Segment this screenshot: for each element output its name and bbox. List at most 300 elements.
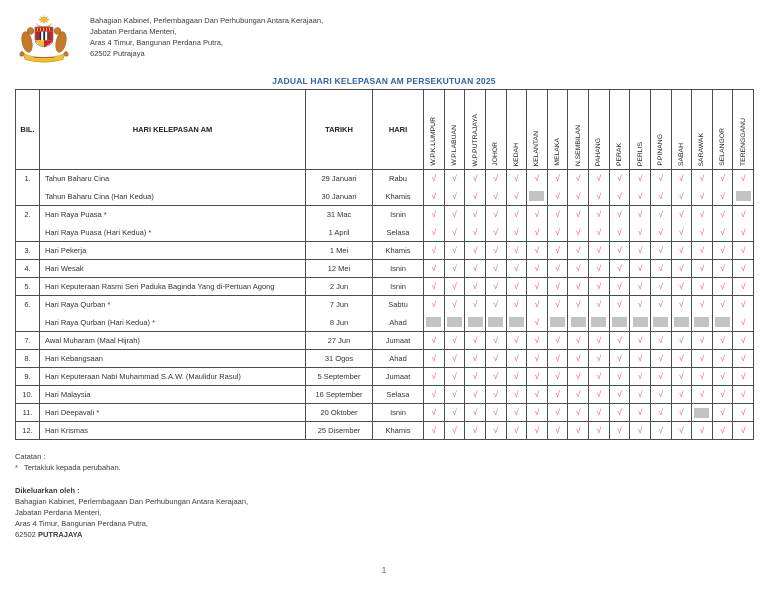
state-column-header [650,90,671,170]
gray-box [468,317,483,327]
state-check-cell [650,278,671,296]
row-number: 7. [16,332,40,350]
state-check-cell [506,242,527,260]
state-check-cell [485,242,506,260]
state-check-cell [424,368,445,386]
state-check-cell [465,332,486,350]
state-check-cell [444,278,465,296]
check-icon: √ [596,173,602,184]
state-check-cell [424,278,445,296]
holiday-date: 8 Jun [306,314,373,332]
state-check-cell [692,386,713,404]
check-icon: √ [658,281,664,291]
state-check-cell [424,242,445,260]
check-icon: √ [720,281,725,291]
holiday-name: Hari Raya Puasa (Hari Kedua) * [40,224,306,242]
holiday-day: Isnin [373,260,424,278]
state-check-cell [671,170,692,188]
state-check-cell [630,350,651,368]
state-check-cell [630,206,651,224]
check-icon: √ [555,190,560,201]
state-check-cell [547,368,568,386]
check-icon: √ [720,263,725,273]
state-check-cell [589,350,610,368]
state-check-cell [547,260,568,278]
row-number: 3. [16,242,40,260]
check-icon: √ [596,281,602,291]
holiday-name: Hari Keputeraan Nabi Muhammad S.A.W. (Maulidur Rasul) [40,368,306,386]
check-icon: √ [575,190,581,201]
check-icon: √ [575,226,581,237]
check-icon: √ [637,407,643,417]
check-icon: √ [472,371,478,381]
state-check-cell [465,386,486,404]
check-icon: √ [452,407,457,417]
holidays-table [15,89,754,440]
state-name-vertical: P.PINANG [657,134,665,166]
check-icon: √ [513,263,519,273]
check-icon: √ [431,389,437,399]
check-icon: √ [431,335,437,345]
holiday-date: 16 September [306,386,373,404]
check-icon: √ [637,299,643,310]
check-icon: √ [534,316,540,327]
gray-box [488,317,503,327]
check-icon: √ [431,245,437,255]
state-check-cell [527,368,548,386]
state-check-cell [568,242,589,260]
state-check-cell [671,188,692,206]
holiday-row [16,314,754,332]
holiday-day: Ahad [373,350,424,368]
state-gray-cell [444,314,465,332]
state-check-cell [609,332,630,350]
state-check-cell [568,350,589,368]
check-icon: √ [596,335,602,345]
holiday-row [16,404,754,422]
state-check-cell [609,404,630,422]
state-check-cell [733,332,754,350]
state-check-cell [733,404,754,422]
state-check-cell [671,296,692,314]
check-icon: √ [596,371,602,381]
check-icon: √ [740,263,746,273]
holiday-day: Khamis [373,188,424,206]
check-icon: √ [596,190,602,201]
check-icon: √ [699,209,705,220]
holiday-name: Tahun Baharu Cina [40,170,306,188]
row-number [16,314,40,332]
holiday-name: Hari Keputeraan Rasmi Seri Paduka Baginda Yang di-Pertuan Agong [40,278,306,296]
state-check-cell [485,260,506,278]
holiday-date: 1 April [306,224,373,242]
state-check-cell [712,332,733,350]
state-check-cell [465,350,486,368]
issued-by-address [15,496,248,529]
check-icon: √ [596,226,602,237]
state-check-cell [506,296,527,314]
state-check-cell [568,386,589,404]
state-check-cell [465,224,486,242]
check-icon: √ [431,226,437,237]
check-icon: √ [472,299,478,310]
check-icon: √ [658,190,664,201]
state-check-cell [712,170,733,188]
state-check-cell [609,224,630,242]
state-column-header [733,90,754,170]
check-icon: √ [431,281,437,291]
state-check-cell [527,260,548,278]
check-icon: √ [637,190,643,201]
check-icon: √ [740,245,746,255]
check-icon: √ [658,425,664,435]
state-check-cell [527,404,548,422]
check-icon: √ [472,425,478,435]
column-header-bil: BIL. [16,90,40,170]
check-icon: √ [452,371,457,381]
state-gray-cell [671,314,692,332]
state-check-cell [485,368,506,386]
state-check-cell [527,314,548,332]
holiday-date: 20 Oktober [306,404,373,422]
state-check-cell [506,260,527,278]
issued-postcode: 62502 [15,530,36,539]
check-icon: √ [720,353,725,363]
check-icon: √ [534,173,540,184]
holiday-date: 31 Mac [306,206,373,224]
check-icon: √ [720,190,725,201]
check-icon: √ [617,389,622,399]
state-check-cell [630,224,651,242]
check-icon: √ [617,299,622,310]
check-icon: √ [493,281,499,291]
state-check-cell [733,260,754,278]
state-check-cell [589,170,610,188]
state-check-cell [733,296,754,314]
state-check-cell [465,188,486,206]
state-check-cell [609,188,630,206]
check-icon: √ [720,407,725,417]
check-icon: √ [617,425,622,435]
check-icon: √ [575,425,581,435]
state-name-vertical: MELAKA [554,138,562,166]
check-icon: √ [431,353,437,363]
state-gray-cell [424,314,445,332]
state-check-cell [589,332,610,350]
state-check-cell [589,224,610,242]
check-icon: √ [678,190,684,201]
check-icon: √ [431,371,437,381]
state-column-header [444,90,465,170]
check-icon: √ [555,389,560,399]
state-name-vertical: PAHANG [595,137,603,166]
gray-box [529,191,544,201]
banner-ribbon-icon [23,54,65,62]
shield-icon [35,27,53,47]
check-icon: √ [513,335,519,345]
check-icon: √ [534,353,540,363]
state-check-cell [609,242,630,260]
holiday-date: 12 Mei [306,260,373,278]
state-check-cell [609,206,630,224]
state-column-header [506,90,527,170]
holiday-name: Awal Muharam (Maal Hijrah) [40,332,306,350]
state-column-header [589,90,610,170]
state-name-vertical: SABAH [677,142,685,166]
check-icon: √ [637,263,643,273]
check-icon: √ [513,425,519,435]
state-check-cell [609,422,630,440]
malaysia-coat-of-arms-logo [14,12,74,68]
state-check-cell [485,350,506,368]
check-icon: √ [678,299,684,310]
state-check-cell [527,332,548,350]
check-icon: √ [699,245,705,255]
check-icon: √ [534,263,540,273]
check-icon: √ [617,245,622,255]
state-name-vertical: KEDAH [512,142,520,166]
state-check-cell [671,386,692,404]
check-icon: √ [699,389,705,399]
state-check-cell [671,206,692,224]
state-check-cell [568,368,589,386]
state-check-cell [547,224,568,242]
check-icon: √ [472,226,478,237]
state-check-cell [444,368,465,386]
check-icon: √ [658,299,664,310]
check-icon: √ [740,209,746,220]
check-icon: √ [472,353,478,363]
state-check-cell [465,278,486,296]
state-check-cell [692,350,713,368]
check-icon: √ [740,353,746,363]
check-icon: √ [513,389,519,399]
check-icon: √ [472,263,478,273]
state-column-header [424,90,445,170]
check-icon: √ [555,263,560,273]
state-check-cell [671,404,692,422]
check-icon: √ [720,173,725,184]
check-icon: √ [720,425,725,435]
holiday-date: 29 Januari [306,170,373,188]
state-gray-cell [485,314,506,332]
check-icon: √ [617,209,622,220]
check-icon: √ [513,209,519,220]
holiday-date: 5 September [306,368,373,386]
check-icon: √ [596,425,602,435]
check-icon: √ [658,335,664,345]
state-check-cell [465,422,486,440]
check-icon: √ [555,173,560,184]
state-column-header [712,90,733,170]
state-check-cell [589,260,610,278]
state-check-cell [568,188,589,206]
state-gray-cell [733,188,754,206]
check-icon: √ [596,263,602,273]
gray-box [633,317,648,327]
check-icon: √ [513,173,519,184]
check-icon: √ [555,226,560,237]
state-check-cell [485,386,506,404]
gray-box [694,317,709,327]
state-check-cell [671,422,692,440]
holiday-day: Isnin [373,404,424,422]
check-icon: √ [658,353,664,363]
check-icon: √ [493,371,499,381]
state-check-cell [733,224,754,242]
state-check-cell [589,206,610,224]
state-check-cell [485,224,506,242]
row-number: 1. [16,170,40,188]
catatan-label: Catatan : [15,452,46,461]
state-check-cell [527,224,548,242]
check-icon: √ [513,281,519,291]
check-icon: √ [637,173,643,184]
check-icon: √ [493,299,499,310]
row-number: 2. [16,206,40,224]
check-icon: √ [452,226,457,237]
state-column-header [527,90,548,170]
state-check-cell [485,170,506,188]
check-icon: √ [472,209,478,220]
state-check-cell [568,296,589,314]
state-check-cell [712,350,733,368]
address-line: Jabatan Perdana Menteri, [90,27,177,36]
state-check-cell [712,242,733,260]
check-icon: √ [555,245,560,255]
star-icon [39,16,50,24]
state-check-cell [465,368,486,386]
state-check-cell [527,350,548,368]
state-check-cell [692,260,713,278]
state-check-cell [630,188,651,206]
state-check-cell [671,332,692,350]
check-icon: √ [452,281,457,291]
state-check-cell [527,278,548,296]
state-check-cell [671,278,692,296]
holiday-name: Hari Kebangsaan [40,350,306,368]
state-check-cell [506,332,527,350]
state-check-cell [692,224,713,242]
state-check-cell [733,242,754,260]
holiday-date: 30 Januari [306,188,373,206]
gray-box [426,317,441,327]
check-icon: √ [699,173,705,184]
check-icon: √ [596,353,602,363]
state-check-cell [609,350,630,368]
holiday-row [16,206,754,224]
check-icon: √ [493,335,499,345]
holiday-row [16,368,754,386]
holiday-name: Hari Pekerja [40,242,306,260]
check-icon: √ [740,299,746,310]
state-check-cell [692,206,713,224]
check-icon: √ [472,335,478,345]
row-number: 4. [16,260,40,278]
state-check-cell [485,188,506,206]
state-check-cell [485,422,506,440]
state-check-cell [650,422,671,440]
holiday-row [16,422,754,440]
state-check-cell [671,242,692,260]
check-icon: √ [575,263,581,273]
holiday-day: Ahad [373,314,424,332]
check-icon: √ [472,190,478,201]
state-check-cell [506,170,527,188]
holiday-name: Hari Deepavali * [40,404,306,422]
check-icon: √ [617,371,622,381]
state-check-cell [712,188,733,206]
state-check-cell [650,404,671,422]
holiday-name: Tahun Baharu Cina (Hari Kedua) [40,188,306,206]
state-check-cell [630,296,651,314]
state-gray-cell [692,404,713,422]
check-icon: √ [740,407,746,417]
check-icon: √ [575,407,581,417]
check-icon: √ [534,299,540,310]
state-check-cell [485,332,506,350]
state-name-vertical: W.P.PUTRAJAYA [471,113,479,166]
column-header-hari: HARI [373,90,424,170]
state-check-cell [609,386,630,404]
holiday-name: Hari Wesak [40,260,306,278]
holiday-name: Hari Raya Qurban (Hari Kedua) * [40,314,306,332]
check-icon: √ [575,389,581,399]
check-icon: √ [699,353,705,363]
state-check-cell [609,296,630,314]
check-icon: √ [617,190,622,201]
check-icon: √ [452,335,457,345]
check-icon: √ [431,190,437,201]
state-check-cell [692,278,713,296]
check-icon: √ [637,371,643,381]
state-check-cell [485,404,506,422]
check-icon: √ [575,245,581,255]
check-icon: √ [678,353,684,363]
state-check-cell [568,224,589,242]
check-icon: √ [452,389,457,399]
state-check-cell [733,386,754,404]
state-name-vertical: KELANTAN [533,130,541,166]
issued-address-line: Aras 4 Timur, Bangunan Perdana Putra, [15,519,148,528]
state-check-cell [650,188,671,206]
state-check-cell [589,404,610,422]
check-icon: √ [740,371,746,381]
check-icon: √ [534,281,540,291]
check-icon: √ [431,425,437,435]
holiday-day: Khamis [373,422,424,440]
state-name-vertical: W.P.LABUAN [450,125,458,166]
check-icon: √ [493,173,499,184]
row-number: 10. [16,386,40,404]
state-check-cell [630,422,651,440]
check-icon: √ [493,263,499,273]
state-check-cell [650,368,671,386]
check-icon: √ [513,226,519,237]
check-icon: √ [699,190,705,201]
check-icon: √ [555,371,560,381]
check-icon: √ [534,371,540,381]
state-name-vertical: N.SEMBILAN [574,124,582,166]
check-icon: √ [534,209,540,220]
page-title: JADUAL HARI KELEPASAN AM PERSEKUTUAN 2025 [272,76,496,86]
check-icon: √ [637,245,643,255]
state-check-cell [424,332,445,350]
state-check-cell [733,314,754,332]
state-check-cell [712,404,733,422]
check-icon: √ [431,299,437,310]
check-icon: √ [678,245,684,255]
